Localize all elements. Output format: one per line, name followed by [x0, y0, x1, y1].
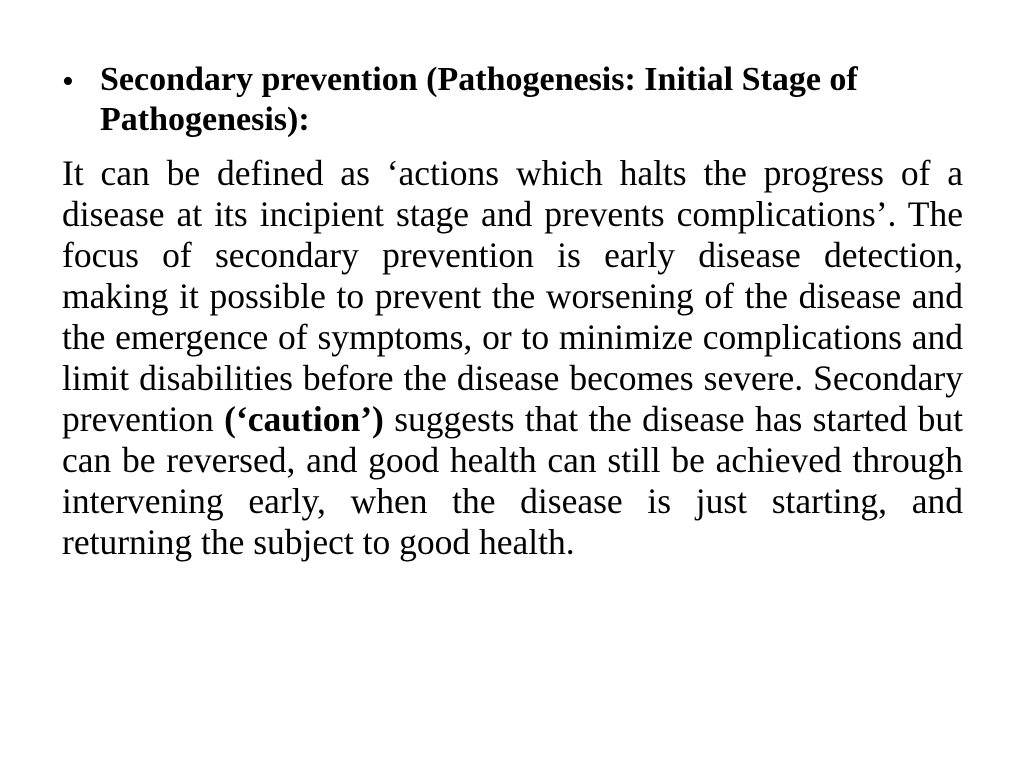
body-paragraph — [62, 153, 963, 563]
section-heading: Secondary prevention (Pathogenesis: Initial Stage of Pathogenesis): — [100, 61, 858, 138]
caution-emphasis: (‘caution’) — [224, 399, 384, 439]
paragraph-text-part-1: It can be defined as ‘actions which halts the progress of a disease at its incipient stage and prevents complications’. The focus of secondary prevention is early disease detection, making it possible to prevent the worsening of the disease and the emergence of symptoms, or to minimize complications and limit disabilities before the disease becomes severe. Secondary prevention — [62, 153, 963, 439]
bullet-icon: • — [62, 63, 74, 100]
bullet-item — [62, 60, 962, 140]
paragraph-text-part-2: suggests that the disease has started but can be reversed, and good health can still be achieved through intervening early, when the disease is just starting, and returning the subject to good health. — [62, 399, 963, 562]
